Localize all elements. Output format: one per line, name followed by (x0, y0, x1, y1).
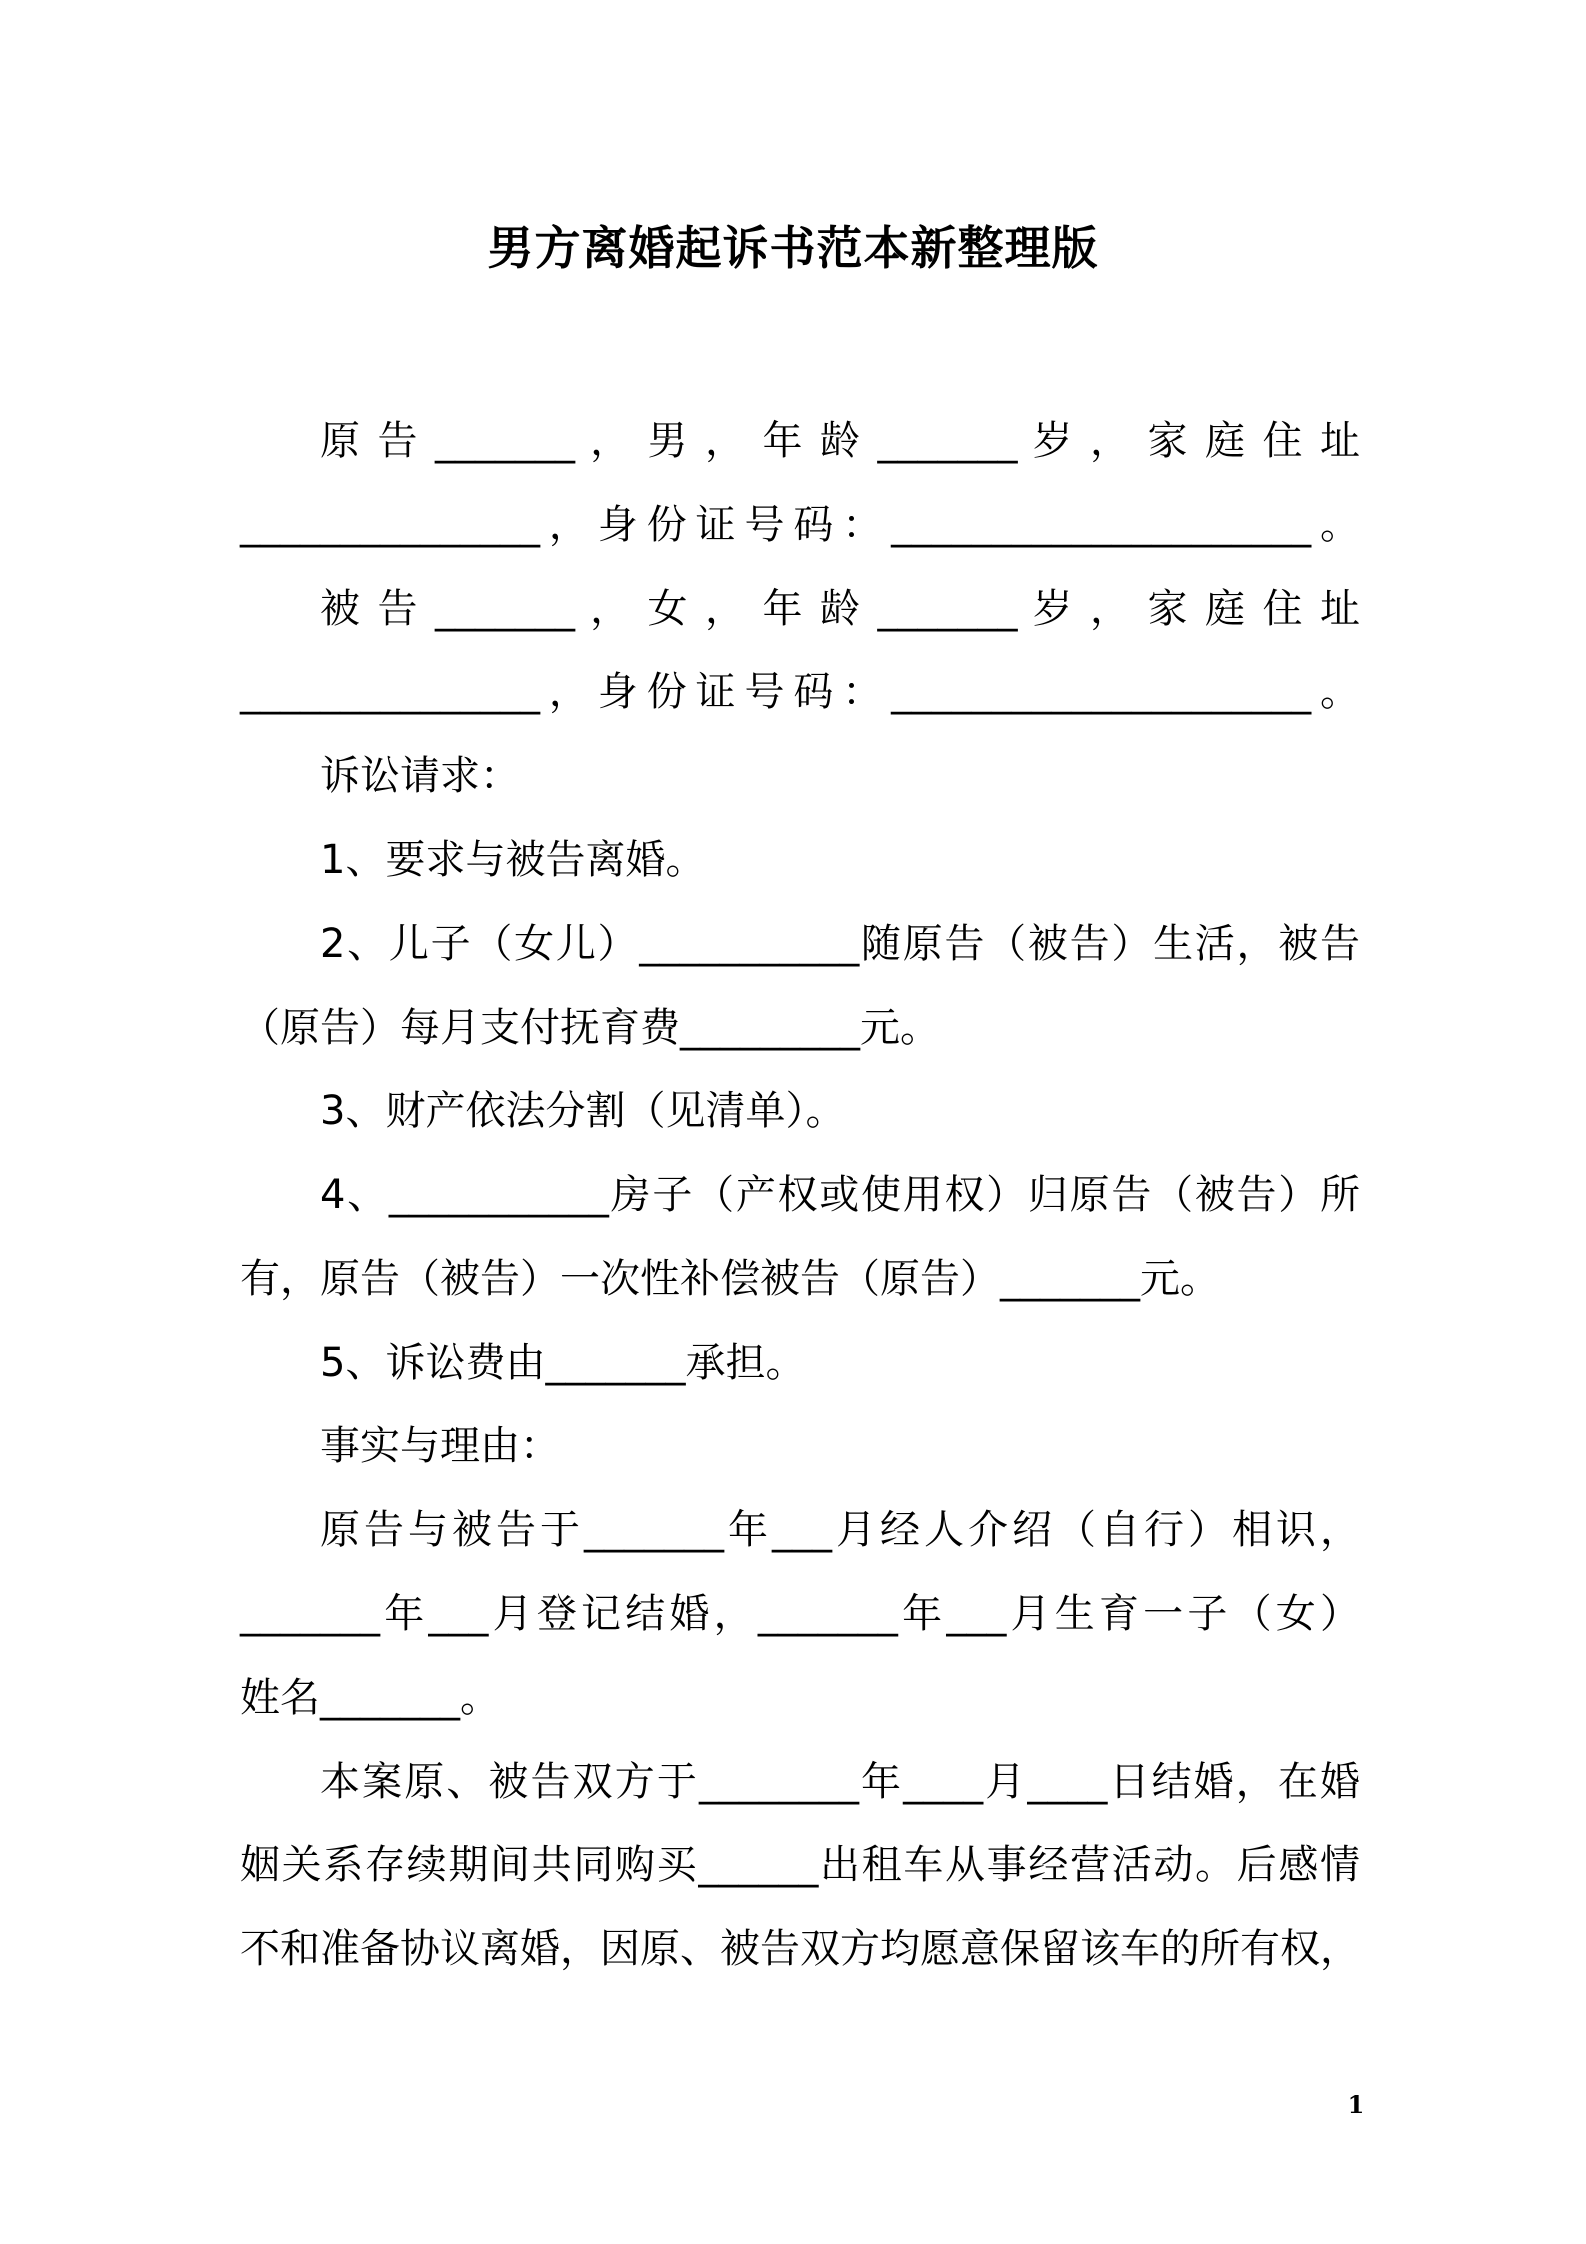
defendant-line: 被 告 _______ ， 女 ， 年 龄 _______ 岁 ， 家 庭 住 址 (320, 586, 1360, 632)
claim-item-5: 5、诉讼费由_______承担。 (320, 1340, 806, 1386)
claim-item-4: 4、___________房子（产权或使用权）归原告（被告）所 (320, 1172, 1360, 1218)
claim-item-2: 2、儿子（女儿）___________随原告（被告）生活，被告 (320, 921, 1360, 967)
facts-paragraph-2-line-3: 不和准备协议离婚，因原、被告双方均愿意保留该车的所有权， (240, 1926, 1360, 1972)
facts-paragraph-2-line-2: 姻关系存续期间共同购买______出租车从事经营活动。后感情 (240, 1842, 1360, 1888)
claim-item-2-cont: （原告）每月支付抚育费_________元。 (240, 1005, 940, 1051)
claim-item-4-cont: 有，原告（被告）一次性补偿被告（原告）_______元。 (240, 1256, 1220, 1302)
claim-item-3: 3、财产依法分割（见清单）。 (320, 1088, 846, 1134)
facts-paragraph-1-line-1: 原告与被告于_______年___月经人介绍（自行）相识， (320, 1507, 1360, 1553)
facts-paragraph-2-line-1: 本案原、被告双方于________年____月____日结婚，在婚 (320, 1759, 1360, 1805)
document-title: 男方离婚起诉书范本新整理版 (487, 221, 1099, 275)
page-number: 1 (1347, 2090, 1365, 2119)
facts-paragraph-1-line-2: _______年___月登记结婚，_______年___月生育一子（女） (240, 1591, 1360, 1637)
plaintiff-line: 原 告 _______ ， 男 ， 年 龄 _______ 岁 ， 家 庭 住 址 (320, 418, 1360, 464)
claim-item-1: 1、要求与被告离婚。 (320, 837, 706, 883)
section-heading-claims: 诉讼请求： (320, 753, 520, 799)
defendant-id-line: _______________，身份证号码：_____________________。 (240, 669, 1360, 715)
plaintiff-id-line: _______________，身份证号码：_____________________。 (240, 502, 1360, 548)
facts-paragraph-1-line-3: 姓名_______。 (240, 1675, 500, 1721)
section-heading-facts: 事实与理由： (320, 1423, 560, 1469)
